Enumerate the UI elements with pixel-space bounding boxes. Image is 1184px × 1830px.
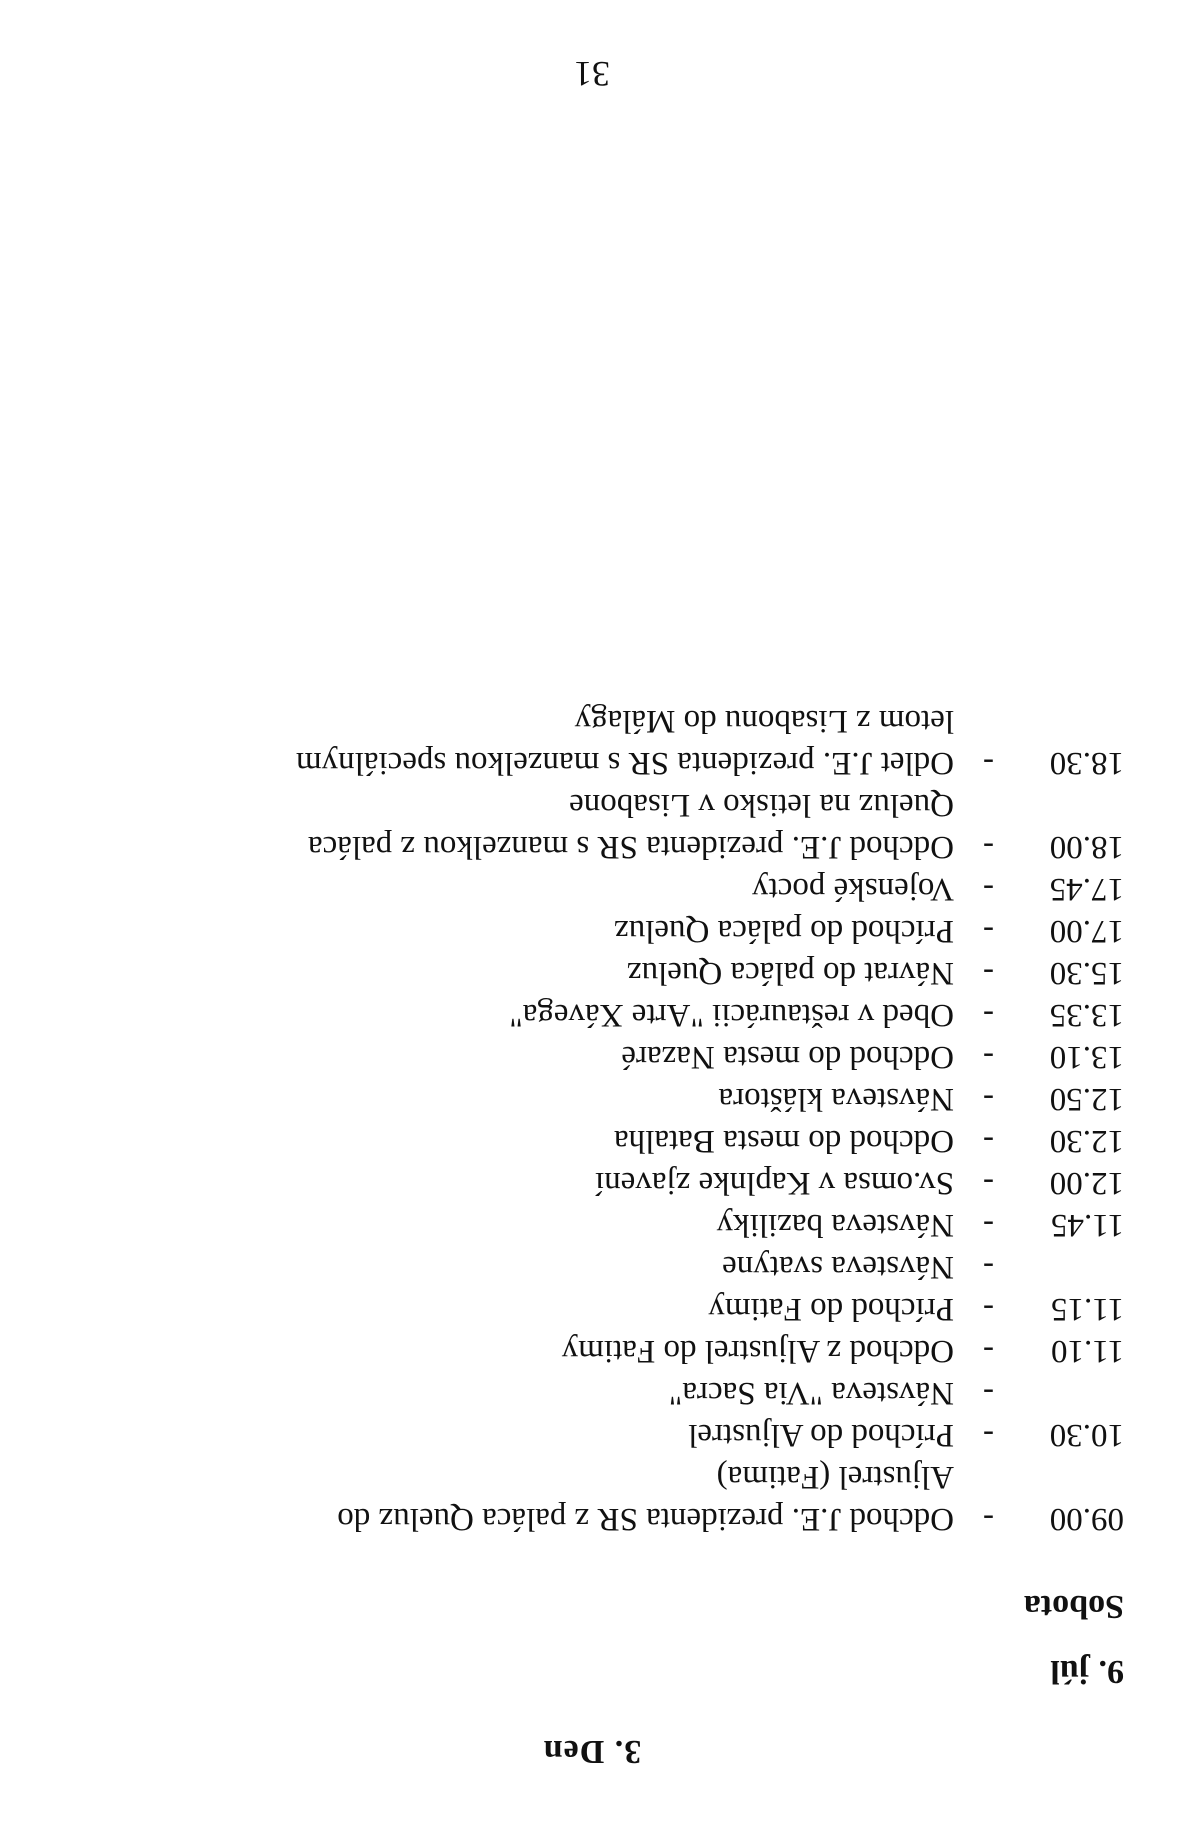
schedule-text: Queluz na letisko v Lisabone <box>569 787 954 823</box>
schedule-row <box>44 1078 1124 1120</box>
schedule-time: 13.10 <box>1049 1039 1124 1075</box>
schedule-dash: - <box>983 913 994 949</box>
schedule-row <box>44 742 1124 784</box>
schedule-time <box>994 1372 1124 1414</box>
schedule-row <box>44 1456 1124 1498</box>
schedule-text: Odchod J.E. prezidenta SR z paláca Queluz do <box>337 1501 954 1537</box>
schedule-text: Odchod do mesta Nazaré <box>621 1039 954 1075</box>
schedule-row <box>44 1288 1124 1330</box>
schedule-row <box>44 1120 1124 1162</box>
schedule-row <box>44 784 1124 826</box>
schedule-dash <box>954 784 994 826</box>
schedule-text: Príchod do Aljustrel <box>688 1417 954 1453</box>
schedule-text: letom z Lisabonu do Málagy <box>574 703 954 739</box>
schedule-text: Odchod J.E. prezidenta SR s manzelkou z paláca <box>307 829 954 865</box>
schedule-time: 10.30 <box>1049 1417 1124 1453</box>
day-title: 3. Den <box>542 1733 642 1770</box>
schedule-row <box>44 1372 1124 1414</box>
schedule-text: Odchod z Aljustrel do Fatimy <box>561 1333 954 1369</box>
schedule-row <box>44 910 1124 952</box>
schedule-text: Návsteva "Via Sacra" <box>668 1375 954 1411</box>
schedule-text: Sv.omsa v Kaplnke zjavení <box>595 1165 954 1201</box>
schedule-time: 12.00 <box>1049 1165 1124 1201</box>
schedule-text: Návrat do paláca Queluz <box>626 955 954 991</box>
schedule-dash: - <box>983 871 994 907</box>
schedule-dash: - <box>983 1123 994 1159</box>
schedule-dash <box>954 700 994 742</box>
schedule-time <box>994 784 1124 826</box>
schedule-row <box>44 700 1124 742</box>
schedule-text: Vojenské pocty <box>752 871 954 907</box>
schedule-text: Príchod do Fatimy <box>708 1291 954 1327</box>
schedule-row <box>44 1330 1124 1372</box>
schedule-dash <box>954 1456 994 1498</box>
schedule-row <box>44 1036 1124 1078</box>
schedule-dash: - <box>983 1501 994 1537</box>
schedule-dash: - <box>983 745 994 781</box>
schedule-dash: - <box>983 829 994 865</box>
schedule-time: 11.45 <box>1050 1207 1124 1243</box>
schedule-dash: - <box>983 1417 994 1453</box>
schedule-dash: - <box>983 1039 994 1075</box>
schedule-row <box>44 826 1124 868</box>
schedule-row <box>44 1246 1124 1288</box>
schedule-time: 18.30 <box>1049 745 1124 781</box>
schedule-time: 12.30 <box>1049 1123 1124 1159</box>
schedule-list <box>44 700 1124 1540</box>
schedule-dash: - <box>983 1333 994 1369</box>
schedule-text: Návsteva baziliky <box>716 1207 954 1243</box>
schedule-row <box>44 1498 1124 1540</box>
schedule-time: 12.50 <box>1049 1081 1124 1117</box>
schedule-text: Odlet J.E. prezidenta SR s manzelkou speciálnym <box>295 745 954 781</box>
schedule-row <box>44 868 1124 910</box>
schedule-text: Odchod do mesta Batalha <box>614 1123 954 1159</box>
schedule-time <box>994 1456 1124 1498</box>
date-heading: 9. júl <box>1050 1653 1124 1690</box>
schedule-time <box>994 1246 1124 1288</box>
schedule-dash: - <box>983 1291 994 1327</box>
schedule-dash: - <box>983 1249 994 1285</box>
weekday-heading: Sobota <box>1023 1588 1124 1625</box>
schedule-row <box>44 1414 1124 1456</box>
schedule-time: 17.00 <box>1049 913 1124 949</box>
schedule-text: Obed v reštaurácii "Arte Xávega" <box>509 997 954 1033</box>
schedule-time: 17.45 <box>1049 871 1124 907</box>
schedule-time: 15.30 <box>1049 955 1124 991</box>
schedule-row <box>44 952 1124 994</box>
schedule-time: 09.00 <box>1049 1501 1124 1537</box>
schedule-row <box>44 1162 1124 1204</box>
schedule-row <box>44 1204 1124 1246</box>
schedule-text: Návsteva svatyne <box>722 1249 954 1285</box>
schedule-text: Návsteva kláštora <box>718 1081 954 1117</box>
schedule-text: Príchod do paláca Queluz <box>614 913 954 949</box>
schedule-time <box>994 700 1124 742</box>
schedule-dash: - <box>983 1207 994 1243</box>
schedule-dash: - <box>983 1165 994 1201</box>
schedule-dash: - <box>983 955 994 991</box>
schedule-dash: - <box>983 1375 994 1411</box>
schedule-dash: - <box>983 1081 994 1117</box>
schedule-time: 13.35 <box>1049 997 1124 1033</box>
schedule-text: Aljustrel (Fatima) <box>716 1459 954 1495</box>
schedule-dash: - <box>983 997 994 1033</box>
schedule-time: 18.00 <box>1049 829 1124 865</box>
schedule-row <box>44 994 1124 1036</box>
schedule-time: 11.10 <box>1050 1333 1124 1369</box>
schedule-time: 11.15 <box>1050 1291 1124 1327</box>
page-number: 31 <box>574 54 610 94</box>
